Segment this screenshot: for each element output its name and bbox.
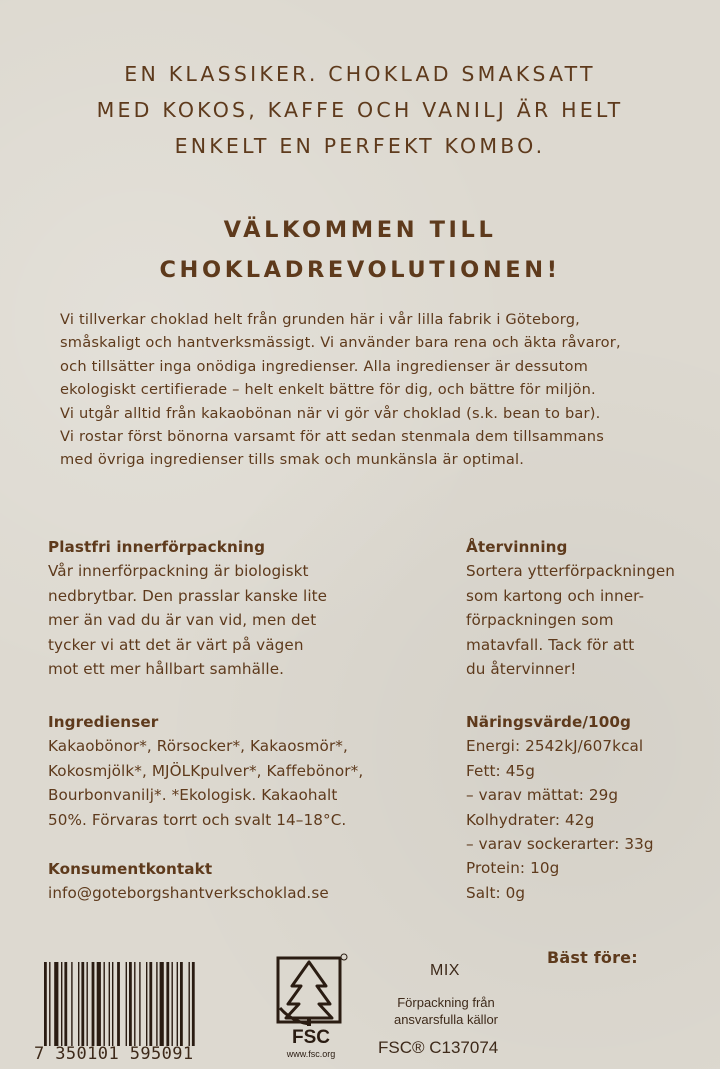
welcome-line: VÄLKOMMEN TILL [223,217,497,243]
tagline-line: MED KOKOS, KAFFE OCH VANILJ ÄR HELT [96,98,624,122]
nutrition-section [466,710,654,905]
intro-line: Vi utgår alltid från kakaobönan när vi gör vår choklad (s.k. bean to bar). [60,404,601,422]
contact-email: info@goteborgshantverkschoklad.se [48,884,329,903]
nutrition-line: Protein: 10g [466,859,560,878]
intro-line: och tillsätter inga onödiga ingredienser. Alla ingredienser är dessutom [60,357,589,375]
fsc-license-code: FSC® C137074 [378,1038,499,1057]
recycling-line: matavfall. Tack för att [466,635,635,654]
recycling-line: som kartong och inner- [466,586,645,605]
recycling-line: förpackningen som [466,611,614,630]
packaging-heading: Plastfri innerförpackning [48,538,266,556]
best-before-label: Bäst före: [547,948,638,967]
packaging-section [48,535,327,681]
ingredients-line: Kokosmjölk*, MJÖLKpulver*, Kaffebönor*, [48,761,364,780]
intro-line: med övriga ingredienser tills smak och munkänsla är optimal. [60,451,525,469]
ingredients-heading: Ingredienser [48,713,159,731]
recycling-section [466,535,675,681]
welcome-heading [0,210,720,290]
nutrition-line: Energi: 2542kJ/607kcal [466,737,644,756]
ingredients-line: Kakaobönor*, Rörsocker*, Kakaosmör*, [48,737,348,756]
welcome-line: CHOKLADREVOLUTIONEN! [159,257,561,283]
ingredients-line: 50%. Förvaras torrt och svalt 14–18°C. [48,810,347,829]
recycling-line: du återvinner! [466,660,577,679]
packaging-line: nedbrytbar. Den prasslar kanske lite [48,586,328,605]
ingredients-section [48,710,363,832]
tagline [0,56,720,164]
recycling-line: Sortera ytterförpackningen [466,562,675,581]
fsc-description-line: Förpackning från [397,995,495,1010]
intro-line: ekologiskt certifierade – helt enkelt bättre för dig, och bättre för miljön. [60,381,596,399]
barcode-number: 7 350101 595091 [34,1044,194,1064]
tagline-line: EN KLASSIKER. CHOKLAD SMAKSATT [124,62,596,86]
intro-paragraph [60,308,700,472]
nutrition-heading: Näringsvärde/100g [466,713,632,731]
fsc-description-line: ansvarsfulla källor [393,1012,499,1027]
intro-line: småskaligt och hantverksmässigt. Vi använder bara rena och äkta råvaror, [60,334,621,352]
ingredients-line: Bourbonvanilj*. *Ekologisk. Kakaohalt [48,786,338,805]
recycling-heading: Återvinning [466,538,568,556]
fsc-url: www.fsc.org [286,1049,336,1059]
nutrition-line: Salt: 0g [466,883,526,902]
packaging-line: Vår innerförpackning är biologiskt [48,562,309,581]
fsc-logo-text: FSC [292,1027,330,1048]
packaging-line: mot ett mer hållbart samhälle. [48,660,285,679]
fsc-mix-label: MIX [430,962,460,979]
barcode-icon [42,962,242,1046]
tagline-line: ENKELT EN PERFEKT KOMBO. [174,134,546,158]
packaging-line: mer än vad du är van vid, men det [48,611,317,630]
contact-heading: Konsumentkontakt [48,860,213,878]
nutrition-line: Fett: 45g [466,761,535,780]
intro-line: Vi tillverkar choklad helt från grunden här i vår lilla fabrik i Göteborg, [60,311,580,328]
contact-section [48,857,329,906]
fsc-description [378,994,514,1028]
fsc-tree-logo-icon [270,952,352,1062]
packaging-line: tycker vi att det är värt på vägen [48,635,304,654]
intro-line: Vi rostar först bönorna varsamt för att sedan stenmala dem tillsammans [60,428,605,446]
nutrition-line: – varav mättat: 29g [466,786,619,805]
nutrition-line: Kolhydrater: 42g [466,810,595,829]
nutrition-line: – varav sockerarter: 33g [466,835,654,854]
